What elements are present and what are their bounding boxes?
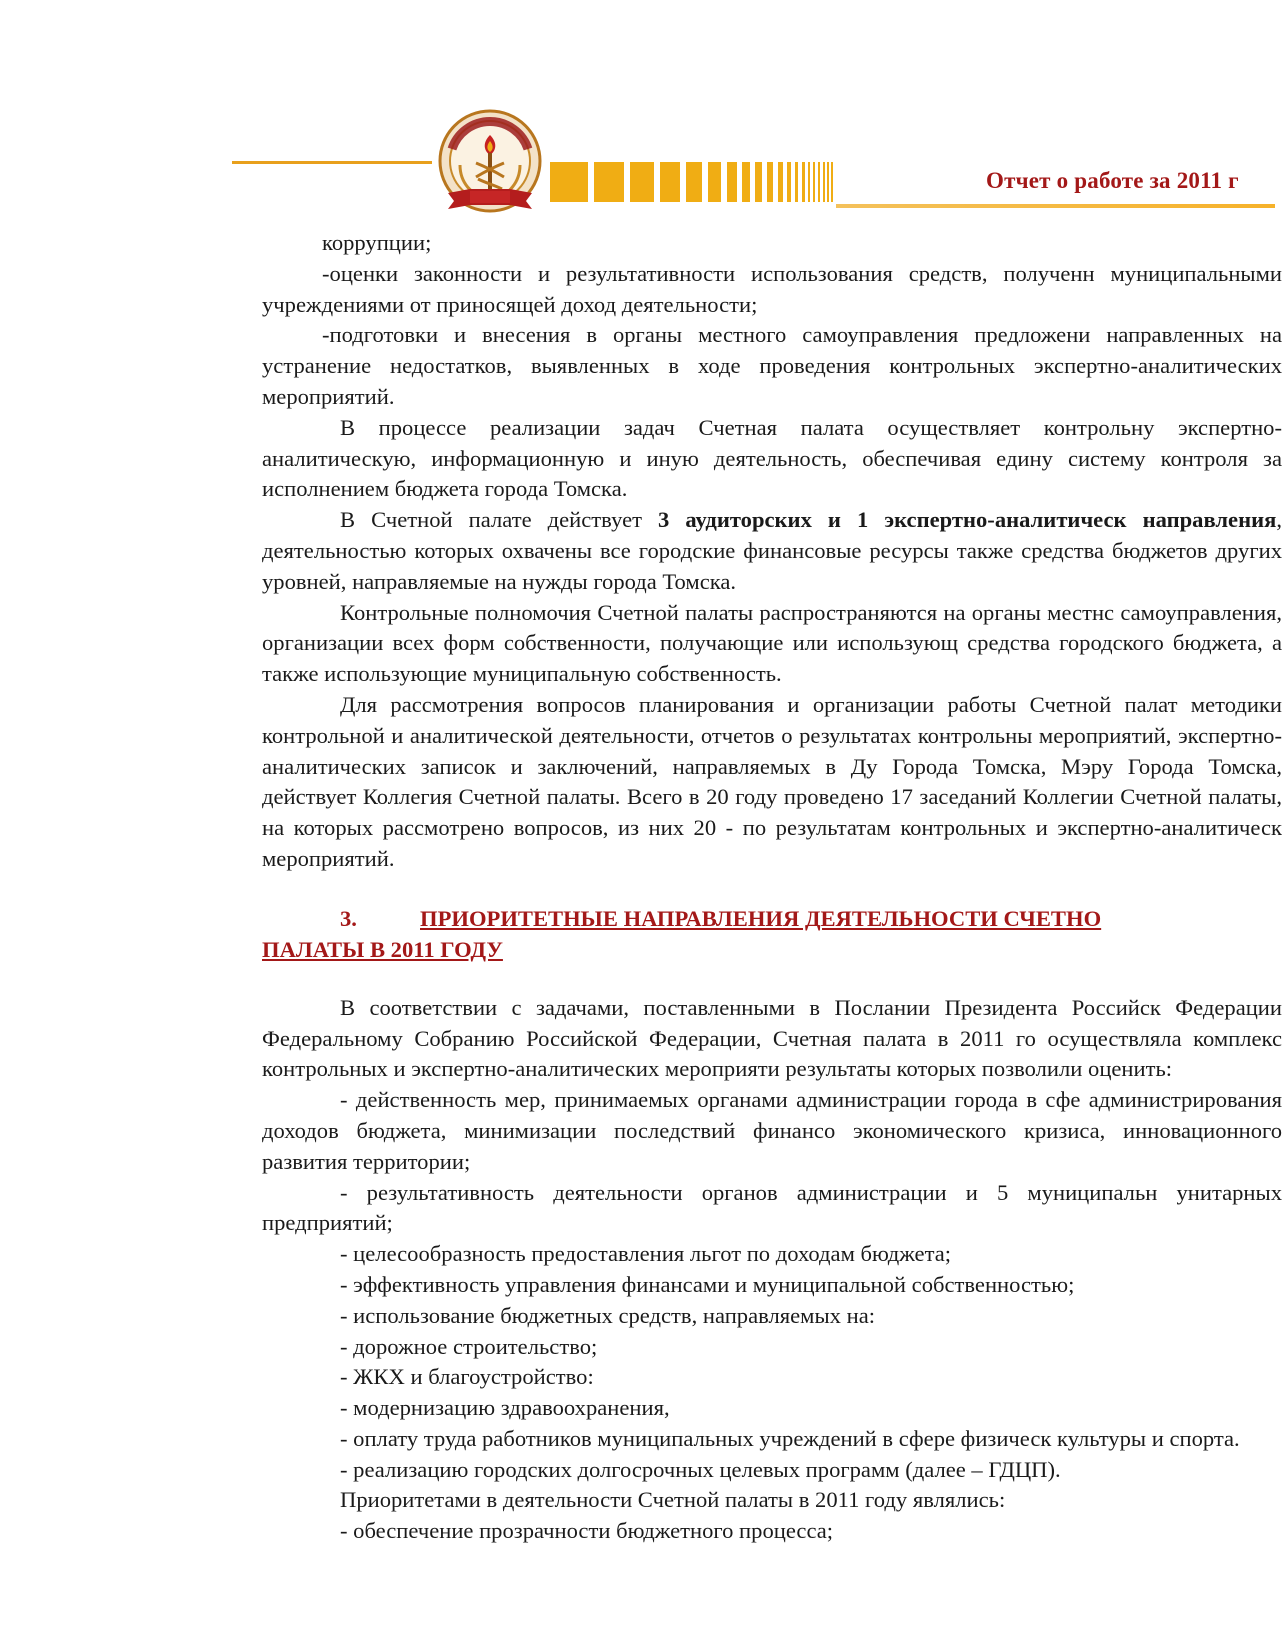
paragraph-bold-text: 3 аудиторских и 1 экспертно-аналитическ направления <box>658 507 1277 533</box>
section-heading-line: ПАЛАТЫ В 2011 ГОДУ <box>262 936 503 962</box>
list-item: - целесообразность предоставления льгот по доходам бюджета; <box>340 1241 952 1267</box>
paragraph-text: В Счетной палате действует <box>340 507 659 533</box>
paragraph: Контрольные полномочия Счетной палаты распространяются на органы местнс самоуправления, организации всех форм собственности, получающие или использующ средства городского бюджета, а также использующие муниципальную собственность. <box>262 599 1282 687</box>
paragraph: В процессе реализации задач Счетная палата осуществляет контрольну экспертно-аналитическую, информационную и иную деятельность, обеспечивая едину систему контроля за исполнением бюджета города Томска. <box>262 414 1282 502</box>
header-stripe-band <box>550 162 840 202</box>
section-number: 3. <box>340 905 357 931</box>
list-item: - модернизацию здравоохранения, <box>340 1395 670 1421</box>
section-heading <box>262 903 1282 965</box>
paragraph: коррупции; <box>322 230 432 255</box>
header-rule-left <box>232 161 432 164</box>
list-item: - обеспечение прозрачности бюджетного процесса; <box>340 1518 834 1544</box>
paragraph: - оплату труда работников муниципальных учреждений в сфере физическ культуры и спорта. <box>340 1425 1240 1451</box>
list-item: - дорожное строительство; <box>340 1333 598 1359</box>
list-item: - использование бюджетных средств, направляемых на: <box>340 1302 876 1328</box>
list-item: - ЖКХ и благоустройство: <box>340 1364 594 1390</box>
list-item: - реализацию городских долгосрочных целевых программ (далее – ГДЦП). <box>340 1456 1061 1482</box>
chamber-emblem-icon <box>430 105 550 223</box>
list-item: - эффективность управления финансами и муниципальной собственностью; <box>340 1271 1075 1297</box>
paragraph: - результативность деятельности органов администрации и 5 муниципальн унитарных предприятий; <box>262 1179 1282 1236</box>
paragraph-text: , деятельностью которых охвачены все городские финансовые ресурсы также средства бюджетов других уровней, направляемые на нужды города Томска. <box>262 507 1282 594</box>
document-body <box>262 228 1282 1547</box>
paragraph: -подготовки и внесения в органы местного самоуправления предложени направленных на устранение недостатков, выявленных в ходе проведения контрольных экспертно-аналитических мероприятий. <box>262 322 1282 409</box>
section-heading-line: ПРИОРИТЕТНЫЕ НАПРАВЛЕНИЯ ДЕЯТЕЛЬНОСТИ СЧЕТНО <box>420 905 1102 931</box>
list-item: Приоритетами в деятельности Счетной палаты в 2011 году являлись: <box>340 1487 1006 1513</box>
paragraph <box>262 505 1282 597</box>
paragraph: В соответствии с задачами, поставленными в Послании Президента Российск Федерации Федеральному Собранию Российской Федерации, Счетная палата в 2011 го осуществляла комплекс контрольных и экспертно-аналитических мероприяти результаты которых позволили оценить: <box>262 994 1282 1082</box>
header-rule-right <box>836 204 1275 208</box>
report-title: Отчет о работе за 2011 г <box>986 168 1239 193</box>
paragraph: Для рассмотрения вопросов планирования и организации работы Счетной палат методики контрольной и аналитической деятельности, отчетов о результатах контрольны мероприятий, экспертно-аналитических записок и заключений, направляемых в Ду Города Томска, Мэру Города Томска, действует Коллегия Счетной палаты. Всего в 20 году проведено 17 заседаний Коллегии Счетной палаты, на которых рассмотрено вопросов, из них 20 - по результатам контрольных и экспертно-аналитическ мероприятий. <box>262 691 1282 871</box>
paragraph: - действенность мер, принимаемых органами администрации города в сфе администрирования доходов бюджета, минимизации последствий финансо экономического кризиса, инновационного развития территории; <box>262 1087 1282 1174</box>
paragraph: -оценки законности и результативности использования средств, полученн муниципальными учреждениями от приносящей доход деятельности; <box>262 260 1282 317</box>
